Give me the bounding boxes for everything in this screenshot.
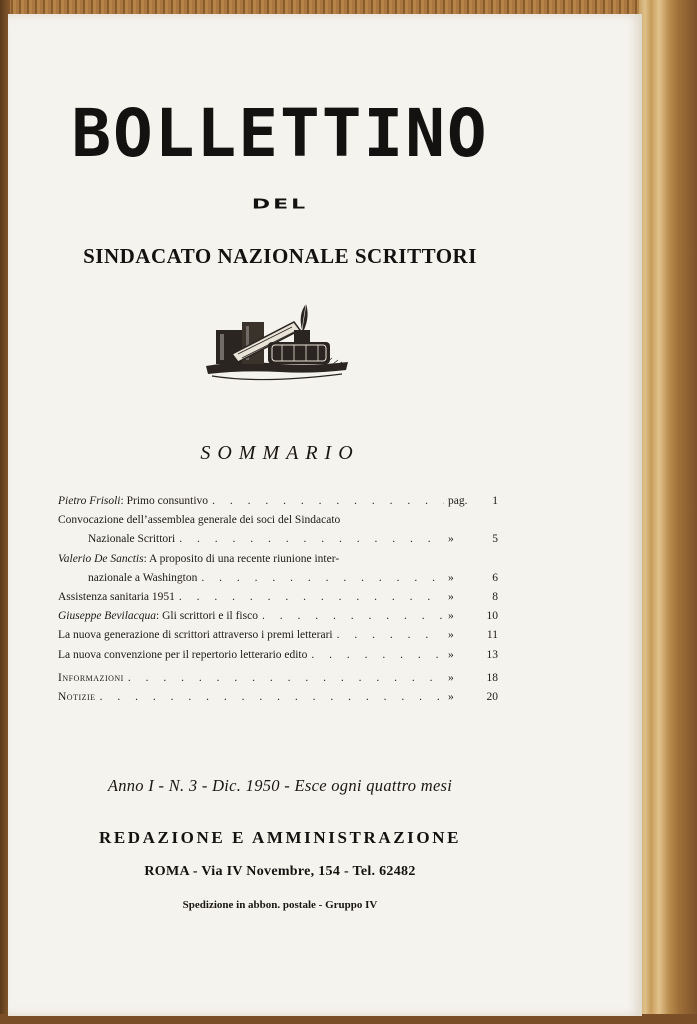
toc-page-number: 8 — [492, 591, 498, 604]
office-address: ROMA - Via IV Novembre, 154 - Tel. 62482 — [144, 864, 416, 879]
publication-title: BOLLETTINO — [71, 95, 489, 172]
dot-leader — [179, 530, 444, 549]
toc-entry — [58, 511, 498, 530]
dot-leader — [212, 492, 444, 511]
table-of-contents — [58, 492, 498, 707]
toc-page-number: 11 — [486, 629, 498, 642]
toc-title: La nuova generazione di scrittori attraverso i premi letterari — [58, 629, 333, 642]
postal-note: Spedizione in abbon. postale - Gruppo IV — [182, 899, 378, 911]
toc-entry — [58, 626, 498, 645]
dot-leader — [201, 569, 444, 588]
dot-leader — [100, 688, 444, 707]
toc-entry: Pietro Frisoli: Primo consuntivo . . . pag. 1 — [58, 492, 498, 511]
toc-title: Convocazione dell’assemblea generale dei soci del Sindacato — [58, 514, 341, 527]
document-page — [8, 14, 642, 1016]
toc-entry-continuation — [58, 530, 498, 549]
toc-page-mark: » — [448, 629, 454, 642]
contents-heading: SOMMARIO — [200, 442, 360, 464]
toc-entry: Giuseppe Bevilacqua: Gli scrittori e il fisco . . . » 10 — [58, 607, 498, 626]
toc-title: Informazioni — [58, 671, 124, 684]
toc-title: Gli scrittori e il fisco — [162, 610, 258, 623]
book-page-edges — [639, 0, 697, 1024]
dot-leader — [311, 646, 444, 665]
office-heading: REDAZIONE E AMMINISTRAZIONE — [98, 828, 462, 847]
toc-entry — [58, 646, 498, 665]
toc-entry-continuation — [58, 569, 498, 588]
toc-title: Nazionale Scrittori — [88, 533, 176, 546]
toc-page-mark: » — [448, 671, 454, 684]
toc-page-mark: » — [448, 691, 454, 704]
toc-page-number: 18 — [486, 671, 498, 684]
toc-page-mark: » — [448, 571, 454, 584]
toc-page-number: 20 — [486, 691, 498, 704]
toc-entry — [58, 588, 498, 607]
toc-page-mark: » — [448, 533, 454, 546]
toc-title: La nuova convenzione per il repertorio letterario edito — [58, 648, 308, 661]
toc-page-mark: » — [448, 648, 454, 661]
toc-title: nazionale a Washington — [88, 571, 198, 584]
toc-page-mark: » — [448, 591, 454, 604]
toc-entry — [58, 688, 498, 707]
toc-entry — [58, 669, 498, 688]
toc-author: Pietro Frisoli — [58, 495, 121, 507]
toc-entry: Valerio De Sanctis: A proposito di una recente riunione inter- — [58, 552, 340, 565]
toc-page-number: 10 — [486, 610, 498, 623]
dot-leader — [179, 588, 444, 607]
books-and-quill-icon — [202, 300, 352, 392]
toc-title: Primo consuntivo — [126, 495, 209, 507]
toc-author: Giuseppe Bevilacqua — [58, 610, 157, 623]
toc-title: Notizie — [58, 691, 96, 704]
toc-page-number: 13 — [486, 648, 498, 661]
toc-title: A proposito di una recente riunione inter- — [149, 552, 340, 565]
title-connector: DEL — [251, 196, 309, 213]
dot-leader — [128, 669, 444, 688]
organization-name: SINDACATO NAZIONALE SCRITTORI — [83, 244, 477, 268]
toc-page-mark: » — [448, 610, 454, 623]
issue-line: Anno I - N. 3 - Dic. 1950 - Esce ogni quattro mesi — [107, 776, 453, 795]
dot-leader — [337, 626, 444, 645]
toc-page-number: 5 — [492, 533, 498, 546]
dot-leader — [262, 607, 444, 626]
toc-page-mark: pag. — [448, 495, 468, 507]
toc-page-number: 6 — [492, 571, 498, 584]
toc-title: Assistenza sanitaria 1951 — [58, 591, 175, 604]
toc-page-number: 1 — [492, 495, 498, 507]
toc-author: Valerio De Sanctis — [58, 552, 144, 565]
